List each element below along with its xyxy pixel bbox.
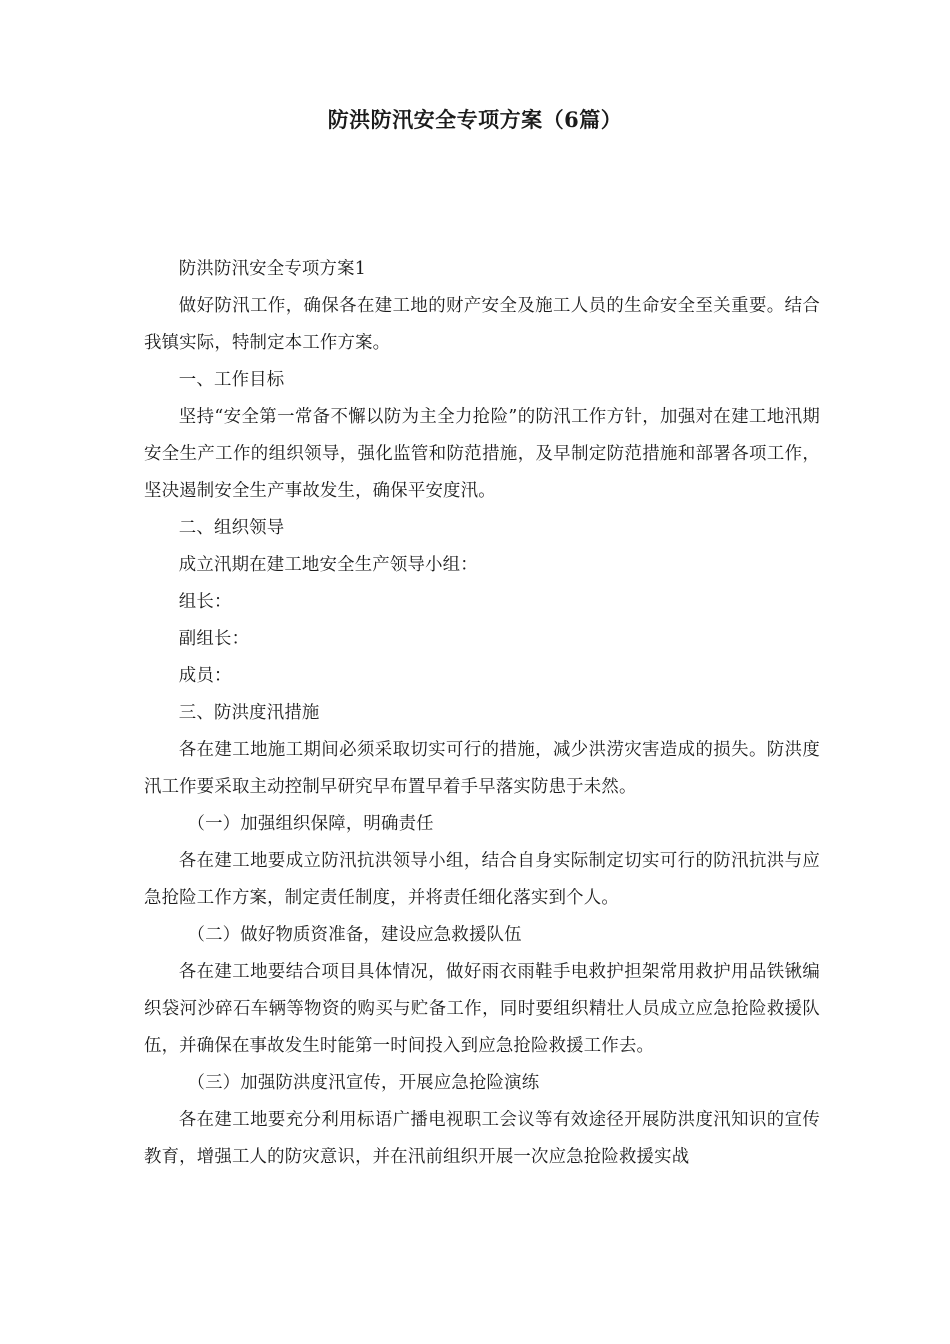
paragraph-group-leader: 组长：: [178, 592, 232, 612]
paragraph-subsection-3: 各在建工地要充分利用标语广播电视职工会议等有效途径开展防洪度汛知识的宣传教育，增强工人的防灾意识，并在汛前组织开展一次应急抢险救援实战: [144, 1110, 820, 1167]
subsection-heading-3: （三）加强防洪度汛宣传，开展应急抢险演练: [187, 1073, 540, 1093]
subsection-heading-2: （二）做好物质资准备，建设应急救援队伍: [187, 925, 522, 945]
document-body: [144, 251, 820, 1176]
paragraph-deputy-leader: 副组长：: [178, 629, 250, 649]
section-heading-measures: 三、防洪度汛措施: [178, 703, 320, 723]
paragraph-subsection-2: 各在建工地要结合项目具体情况，做好雨衣雨鞋手电救护担架常用救护用品铁锹编织袋河沙碎石车辆等物资的购买与贮备工作，同时要组织精壮人员成立应急抢险救援队伍，并确保在事故发生时能第一时间投入到应急抢险救援工作去。: [144, 962, 820, 1056]
paragraph-intro: 做好防汛工作，确保各在建工地的财产安全及施工人员的生命安全至关重要。结合我镇实际，特制定本工作方案。: [144, 296, 820, 353]
paragraph-leadership-group: 成立汛期在建工地安全生产领导小组：: [178, 555, 478, 575]
subsection-heading-1: （一）加强组织保障，明确责任: [187, 814, 434, 834]
section-heading-organization: 二、组织领导: [178, 518, 285, 538]
paragraph-members: 成员：: [178, 666, 232, 686]
document-title: 防洪防汛安全专项方案（6篇）: [327, 107, 623, 132]
paragraph-measures: 各在建工地施工期间必须采取切实可行的措施，减少洪涝灾害造成的损失。防洪度汛工作要采取主动控制早研究早布置早着手早落实防患于未然。: [144, 740, 820, 797]
paragraph-subsection-1: 各在建工地要成立防汛抗洪领导小组，结合自身实际制定切实可行的防汛抗洪与应急抢险工作方案，制定责任制度，并将责任细化落实到个人。: [144, 851, 820, 908]
section-heading-goals: 一、工作目标: [178, 370, 285, 390]
section-heading-plan-1: 防洪防汛安全专项方案1: [178, 259, 366, 279]
paragraph-goals: 坚持“安全第一常备不懈以防为主全力抢险”的防汛工作方针，加强对在建工地汛期安全生产工作的组织领导，强化监管和防范措施，及早制定防范措施和部署各项工作，坚决遏制安全生产事故发生，确保平安度汛。: [144, 407, 820, 501]
